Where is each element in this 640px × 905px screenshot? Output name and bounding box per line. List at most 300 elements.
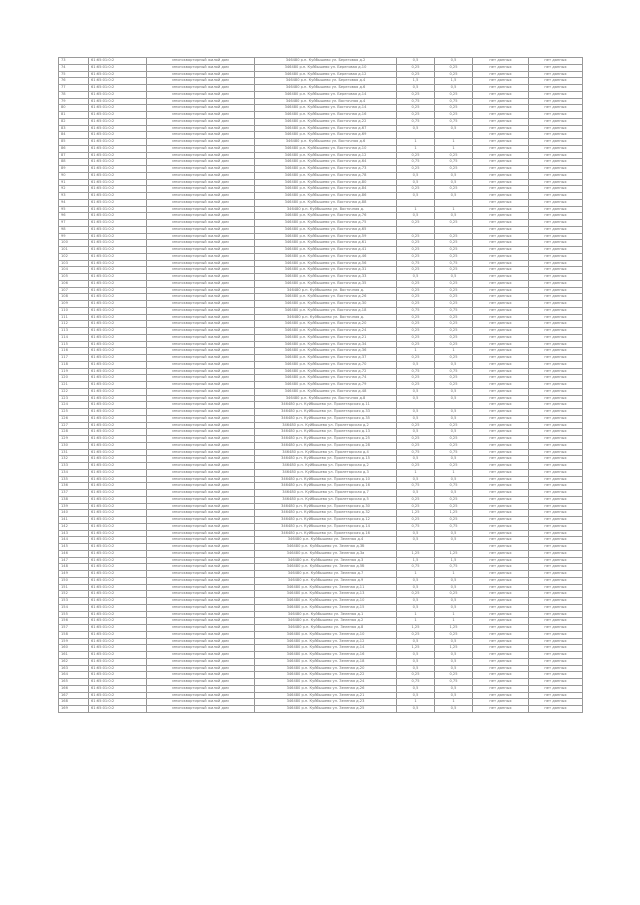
row-number-cell: 103 <box>59 260 89 267</box>
table-row <box>59 105 583 112</box>
address-street: Восточная д.78 <box>337 172 367 177</box>
address-cell <box>255 544 397 551</box>
address-cell <box>255 402 397 409</box>
value-2-cell <box>435 226 473 233</box>
value-2-cell: 0,25 <box>435 267 473 274</box>
value-2-cell: 0,75 <box>435 368 473 375</box>
cadastral-number-cell: 61:65:01:0:2 <box>89 658 147 665</box>
address-street: Пролетарская д.28 <box>333 442 370 447</box>
building-type-cell: многоквартирный жилой дом <box>147 476 255 483</box>
table-row <box>59 253 583 260</box>
table-row <box>59 699 583 706</box>
address-cell <box>255 463 397 470</box>
address-prefix: 346480 р.п. Куйбышево ул. <box>284 118 337 123</box>
status-b-cell: нет данных <box>529 206 583 213</box>
building-type-cell: многоквартирный жилой дом <box>147 348 255 355</box>
table-row <box>59 415 583 422</box>
address-prefix: 346480 р.п. Куйбышево ул. <box>281 409 333 413</box>
table-row <box>59 584 583 591</box>
cadastral-number-cell: 61:65:01:0:2 <box>89 307 147 314</box>
address-prefix: 346480 р.п. Куйбышево ул. <box>284 112 337 116</box>
value-2-cell: 0,5 <box>435 476 473 483</box>
row-number-cell: 128 <box>59 429 89 436</box>
status-b-cell: нет данных <box>529 550 583 557</box>
address-street: Восточная д.30 <box>337 301 367 305</box>
cadastral-number-cell: 61:65:01:0:2 <box>89 98 147 105</box>
status-b-cell: нет данных <box>529 382 583 389</box>
status-b-cell: нет данных <box>529 665 583 672</box>
row-number-cell: 150 <box>59 577 89 584</box>
address-street: Восточная д.73 <box>337 166 367 170</box>
address-street: Зеленая д.10 <box>339 631 365 636</box>
value-2-cell: 0,5 <box>435 415 473 422</box>
table-row <box>59 591 583 598</box>
address-street: Пролетарская д.11 <box>333 402 370 407</box>
address-cell <box>255 58 397 65</box>
value-1-cell: 0,5 <box>397 456 435 463</box>
address-prefix: 346480 р.п. Куйбышево ул. <box>284 233 337 238</box>
cadastral-number-cell: 61:65:01:0:2 <box>89 91 147 98</box>
address-street: Зеленая д.16 <box>339 652 365 656</box>
table-row <box>59 361 583 368</box>
cadastral-number-cell: 61:65:01:0:2 <box>89 685 147 692</box>
address-cell <box>255 517 397 524</box>
table-row <box>59 58 583 65</box>
building-type-cell: многоквартирный жилой дом <box>147 496 255 503</box>
address-cell <box>255 442 397 449</box>
address-cell <box>255 321 397 328</box>
address-cell <box>255 361 397 368</box>
address-street: Зеленая д.2 <box>340 618 364 623</box>
address-prefix: 346480 р.п. Куйбышево ул. <box>286 206 339 211</box>
status-a-cell: нет данных <box>473 490 529 497</box>
address-street: Береговая д.12 <box>337 71 367 76</box>
status-b-cell: нет данных <box>529 584 583 591</box>
value-1-cell: 1,5 <box>397 557 435 564</box>
cadastral-number-cell: 61:65:01:0:2 <box>89 409 147 416</box>
status-a-cell: нет данных <box>473 672 529 679</box>
table-row <box>59 112 583 119</box>
table-row <box>59 274 583 281</box>
address-cell <box>255 307 397 314</box>
status-a-cell: нет данных <box>473 436 529 443</box>
value-2-cell <box>435 132 473 139</box>
building-type-cell: многоквартирный жилой дом <box>147 341 255 348</box>
address-street: Восточная д.4 <box>338 98 366 103</box>
address-prefix: 346480 р.п. Куйбышево ул. <box>284 328 337 332</box>
status-b-cell: нет данных <box>529 652 583 659</box>
value-2-cell: 0,75 <box>435 483 473 490</box>
status-a-cell: нет данных <box>473 456 529 463</box>
value-1-cell: 0,5 <box>397 388 435 395</box>
value-1-cell: 0,25 <box>397 253 435 260</box>
value-1-cell: 1 <box>397 139 435 146</box>
row-number-cell: 136 <box>59 483 89 490</box>
value-2-cell: 1,25 <box>435 625 473 632</box>
address-street: Восточная д.56 <box>337 260 367 265</box>
address-cell <box>255 186 397 193</box>
row-number-cell: 140 <box>59 510 89 517</box>
status-a-cell: нет данных <box>473 152 529 159</box>
row-number-cell: 119 <box>59 368 89 375</box>
status-a-cell: нет данных <box>473 557 529 564</box>
address-cell <box>255 510 397 517</box>
address-prefix: 346480 р.п. Куйбышево ул. <box>281 523 333 528</box>
cadastral-number-cell: 61:65:01:0:2 <box>89 85 147 92</box>
address-street: Береговая д.4 <box>338 78 366 83</box>
value-1-cell: 0,5 <box>397 179 435 186</box>
row-number-cell: 148 <box>59 564 89 571</box>
cadastral-number-cell: 61:65:01:0:2 <box>89 274 147 281</box>
address-street: Зеленая д.11 <box>339 584 365 589</box>
cadastral-number-cell: 61:65:01:0:2 <box>89 591 147 598</box>
table-row <box>59 206 583 213</box>
status-b-cell: нет данных <box>529 287 583 294</box>
status-a-cell: нет данных <box>473 287 529 294</box>
status-a-cell: нет данных <box>473 294 529 301</box>
status-b-cell: нет данных <box>529 85 583 92</box>
address-prefix: 346480 р.п. Куйбышево ул. <box>285 58 338 62</box>
row-number-cell: 143 <box>59 530 89 537</box>
status-b-cell: нет данных <box>529 78 583 85</box>
status-b-cell: нет данных <box>529 557 583 564</box>
table-row <box>59 665 583 672</box>
address-street: Восточная д.86 <box>337 193 367 197</box>
table-row <box>59 280 583 287</box>
address-street: Зеленая д.18 <box>339 658 365 663</box>
value-1-cell: 1,25 <box>397 510 435 517</box>
address-prefix: 346480 р.п. Куйбышево ул. <box>286 706 339 710</box>
value-2-cell: 0,25 <box>435 463 473 470</box>
status-b-cell: нет данных <box>529 645 583 652</box>
building-type-cell: многоквартирный жилой дом <box>147 584 255 591</box>
address-street: Восточная д.88 <box>337 199 367 204</box>
building-type-cell: многоквартирный жилой дом <box>147 523 255 530</box>
row-number-cell: 101 <box>59 247 89 254</box>
cadastral-number-cell: 61:65:01:0:2 <box>89 166 147 173</box>
status-b-cell: нет данных <box>529 341 583 348</box>
value-1-cell: 0,25 <box>397 64 435 71</box>
address-cell <box>255 409 397 416</box>
status-b-cell: нет данных <box>529 260 583 267</box>
address-street: Восточная д. <box>339 206 365 211</box>
value-1-cell: 1 <box>397 145 435 152</box>
address-prefix: 346480 р.п. Куйбышево ул. <box>284 361 337 366</box>
building-type-cell: многоквартирный жилой дом <box>147 685 255 692</box>
building-type-cell: многоквартирный жилой дом <box>147 98 255 105</box>
value-1-cell: 0,25 <box>397 375 435 382</box>
row-number-cell: 164 <box>59 672 89 679</box>
status-b-cell: нет данных <box>529 213 583 220</box>
row-number-cell: 168 <box>59 699 89 706</box>
address-prefix: 346480 р.п. Куйбышево ул. <box>286 631 339 636</box>
address-street: Восточная д.48 <box>337 388 367 393</box>
cadastral-number-cell: 61:65:01:0:2 <box>89 550 147 557</box>
address-street: Восточная д.8 <box>338 395 366 400</box>
value-1-cell: 0,75 <box>397 679 435 686</box>
row-number-cell: 100 <box>59 240 89 247</box>
building-type-cell: многоквартирный жилой дом <box>147 139 255 146</box>
value-1-cell: 0,25 <box>397 321 435 328</box>
cadastral-number-cell: 61:65:01:0:2 <box>89 287 147 294</box>
table-row <box>59 179 583 186</box>
cadastral-number-cell: 61:65:01:0:2 <box>89 301 147 308</box>
value-1-cell: 0,25 <box>397 166 435 173</box>
cadastral-number-cell: 61:65:01:0:2 <box>89 368 147 375</box>
status-a-cell: нет данных <box>473 523 529 530</box>
row-number-cell: 131 <box>59 449 89 456</box>
building-type-cell: многоквартирный жилой дом <box>147 456 255 463</box>
table-row <box>59 368 583 375</box>
row-number-cell: 132 <box>59 456 89 463</box>
status-b-cell: нет данных <box>529 58 583 65</box>
value-2-cell: 0,25 <box>435 105 473 112</box>
value-2-cell: 0,75 <box>435 159 473 166</box>
status-a-cell: нет данных <box>473 706 529 713</box>
address-street: Пролетарская д.33 <box>333 409 370 413</box>
cadastral-number-cell: 61:65:01:0:2 <box>89 395 147 402</box>
row-number-cell: 147 <box>59 557 89 564</box>
status-b-cell: нет данных <box>529 658 583 665</box>
row-number-cell: 160 <box>59 645 89 652</box>
row-number-cell: 138 <box>59 496 89 503</box>
table-row <box>59 550 583 557</box>
table-row <box>59 348 583 355</box>
building-type-cell: многоквартирный жилой дом <box>147 415 255 422</box>
row-number-cell: 73 <box>59 58 89 65</box>
address-street: Восточная д.74 <box>337 375 367 380</box>
cadastral-number-cell: 61:65:01:0:2 <box>89 186 147 193</box>
status-a-cell: нет данных <box>473 341 529 348</box>
cadastral-number-cell: 61:65:01:0:2 <box>89 415 147 422</box>
value-2-cell: 0,5 <box>435 598 473 605</box>
row-number-cell: 133 <box>59 463 89 470</box>
value-1-cell: 1 <box>397 348 435 355</box>
value-2-cell: 1,5 <box>435 78 473 85</box>
address-prefix: 346480 р.п. Куйбышево ул. <box>284 71 337 76</box>
status-a-cell: нет данных <box>473 213 529 220</box>
row-number-cell: 117 <box>59 355 89 362</box>
cadastral-number-cell: 61:65:01:0:2 <box>89 361 147 368</box>
cadastral-number-cell: 61:65:01:0:2 <box>89 213 147 220</box>
status-a-cell: нет данных <box>473 679 529 686</box>
building-type-cell: многоквартирный жилой дом <box>147 220 255 227</box>
address-prefix: 346480 р.п. Куйбышево ул. <box>287 577 340 582</box>
address-prefix: 346480 р.п. Куйбышево ул. <box>281 503 333 508</box>
status-b-cell: нет данных <box>529 145 583 152</box>
building-type-cell: многоквартирный жилой дом <box>147 544 255 551</box>
cadastral-number-cell: 61:65:01:0:2 <box>89 665 147 672</box>
value-1-cell: 0,75 <box>397 118 435 125</box>
building-type-cell: многоквартирный жилой дом <box>147 294 255 301</box>
address-cell <box>255 429 397 436</box>
address-cell <box>255 706 397 713</box>
address-cell <box>255 415 397 422</box>
building-type-cell: многоквартирный жилой дом <box>147 361 255 368</box>
row-number-cell: 162 <box>59 658 89 665</box>
row-number-cell: 105 <box>59 274 89 281</box>
status-b-cell: нет данных <box>529 631 583 638</box>
address-prefix: 346480 р.п. Куйбышево ул. <box>284 91 337 96</box>
address-street: Восточная д.31 <box>337 267 367 272</box>
value-1-cell: 0,25 <box>397 233 435 240</box>
building-type-cell: многоквартирный жилой дом <box>147 368 255 375</box>
status-b-cell: нет данных <box>529 193 583 200</box>
value-2-cell: 0,5 <box>435 692 473 699</box>
value-2-cell: 0,75 <box>435 564 473 571</box>
cadastral-number-cell: 61:65:01:0:2 <box>89 503 147 510</box>
address-prefix: 346480 р.п. Куйбышево ул. <box>284 348 337 353</box>
address-cell <box>255 280 397 287</box>
value-1-cell: 0,5 <box>397 213 435 220</box>
address-prefix: 346480 р.п. Куйбышево ул. <box>284 260 337 265</box>
status-b-cell: нет данных <box>529 685 583 692</box>
address-cell <box>255 611 397 618</box>
cadastral-number-cell: 61:65:01:0:2 <box>89 584 147 591</box>
address-prefix: 346480 р.п. Куйбышево ул. <box>284 382 337 386</box>
table-row <box>59 186 583 193</box>
table-row <box>59 409 583 416</box>
value-1-cell: 0,5 <box>397 604 435 611</box>
row-number-cell: 110 <box>59 307 89 314</box>
address-cell <box>255 483 397 490</box>
value-2-cell: 0,5 <box>435 85 473 92</box>
row-number-cell: 109 <box>59 301 89 308</box>
value-1-cell: 0,5 <box>397 537 435 544</box>
address-prefix: 346480 р.п. Куйбышево ул. <box>282 469 334 474</box>
value-2-cell: 0,25 <box>435 247 473 254</box>
table-row <box>59 307 583 314</box>
table-row <box>59 449 583 456</box>
building-type-cell: многоквартирный жилой дом <box>147 469 255 476</box>
address-street: Восточная д.10 <box>337 145 367 150</box>
value-1-cell: 0,5 <box>397 584 435 591</box>
status-b-cell: нет данных <box>529 442 583 449</box>
table-row <box>59 638 583 645</box>
cadastral-number-cell: 61:65:01:0:2 <box>89 58 147 65</box>
address-street: Береговая д.2 <box>338 58 366 62</box>
status-b-cell: нет данных <box>529 267 583 274</box>
status-b-cell: нет данных <box>529 591 583 598</box>
address-cell <box>255 334 397 341</box>
status-a-cell: нет данных <box>473 685 529 692</box>
cadastral-number-cell: 61:65:01:0:2 <box>89 496 147 503</box>
status-a-cell: нет данных <box>473 402 529 409</box>
status-a-cell: нет данных <box>473 442 529 449</box>
address-cell <box>255 469 397 476</box>
address-street: Пролетарская д.2 <box>334 463 369 467</box>
status-b-cell: нет данных <box>529 139 583 146</box>
table-row <box>59 247 583 254</box>
address-street: Пролетарская д.2 <box>334 422 369 427</box>
building-type-cell: многоквартирный жилой дом <box>147 132 255 139</box>
value-2-cell: 1 <box>435 611 473 618</box>
cadastral-number-cell: 61:65:01:0:2 <box>89 564 147 571</box>
building-type-cell: многоквартирный жилой дом <box>147 564 255 571</box>
table-row <box>59 483 583 490</box>
value-1-cell: 0,5 <box>397 577 435 584</box>
value-2-cell: 0,25 <box>435 287 473 294</box>
address-prefix: 346480 р.п. Куйбышево ул. <box>286 685 339 690</box>
building-type-cell: многоквартирный жилой дом <box>147 125 255 132</box>
address-street: Восточная д.72 <box>337 368 367 373</box>
address-prefix: 346480 р.п. Куйбышево ул. <box>281 402 333 407</box>
status-a-cell: нет данных <box>473 240 529 247</box>
address-cell <box>255 85 397 92</box>
value-1-cell: 0,25 <box>397 334 435 341</box>
building-type-cell: многоквартирный жилой дом <box>147 604 255 611</box>
address-cell <box>255 105 397 112</box>
address-cell <box>255 658 397 665</box>
status-a-cell: нет данных <box>473 375 529 382</box>
cadastral-number-cell: 61:65:01:0:2 <box>89 118 147 125</box>
table-row <box>59 341 583 348</box>
value-1-cell: 0,25 <box>397 287 435 294</box>
cadastral-number-cell: 61:65:01:0:2 <box>89 64 147 71</box>
building-type-cell: многоквартирный жилой дом <box>147 557 255 564</box>
status-b-cell: нет данных <box>529 422 583 429</box>
cadastral-number-cell: 61:65:01:0:2 <box>89 226 147 233</box>
status-a-cell: нет данных <box>473 577 529 584</box>
value-1-cell: 0,25 <box>397 503 435 510</box>
value-2-cell: 0,25 <box>435 220 473 227</box>
table-row <box>59 625 583 632</box>
status-a-cell: нет данных <box>473 334 529 341</box>
cadastral-number-cell: 61:65:01:0:2 <box>89 571 147 578</box>
status-b-cell: нет данных <box>529 179 583 186</box>
value-1-cell: 0,5 <box>397 652 435 659</box>
table-row <box>59 476 583 483</box>
address-cell <box>255 679 397 686</box>
address-cell <box>255 476 397 483</box>
address-cell <box>255 125 397 132</box>
table-row <box>59 496 583 503</box>
building-type-cell: многоквартирный жилой дом <box>147 152 255 159</box>
value-1-cell: 0,25 <box>397 240 435 247</box>
address-prefix: 346480 р.п. Куйбышево ул. <box>286 314 339 319</box>
value-1-cell: 0,75 <box>397 260 435 267</box>
status-b-cell: нет данных <box>529 503 583 510</box>
value-1-cell: 0,5 <box>397 395 435 402</box>
address-cell <box>255 132 397 139</box>
status-b-cell: нет данных <box>529 112 583 119</box>
table-row <box>59 537 583 544</box>
status-b-cell: нет данных <box>529 280 583 287</box>
building-type-cell: многоквартирный жилой дом <box>147 395 255 402</box>
cadastral-number-cell: 61:65:01:0:2 <box>89 71 147 78</box>
table-row <box>59 287 583 294</box>
value-2-cell: 0,5 <box>435 125 473 132</box>
value-2-cell: 0,25 <box>435 71 473 78</box>
cadastral-number-cell: 61:65:01:0:2 <box>89 604 147 611</box>
table-row <box>59 375 583 382</box>
cadastral-number-cell: 61:65:01:0:2 <box>89 402 147 409</box>
status-b-cell: нет данных <box>529 618 583 625</box>
value-2-cell: 0,25 <box>435 233 473 240</box>
row-number-cell: 114 <box>59 334 89 341</box>
value-1-cell: 0,25 <box>397 267 435 274</box>
status-a-cell: нет данных <box>473 145 529 152</box>
address-prefix: 346480 р.п. Куйбышево ул. <box>285 395 338 400</box>
address-cell <box>255 577 397 584</box>
row-number-cell: 92 <box>59 186 89 193</box>
status-a-cell: нет данных <box>473 510 529 517</box>
row-number-cell: 76 <box>59 78 89 85</box>
status-a-cell: нет данных <box>473 118 529 125</box>
status-a-cell: нет данных <box>473 301 529 308</box>
address-prefix: 346480 р.п. Куйбышево ул. <box>286 550 339 555</box>
row-number-cell: 126 <box>59 415 89 422</box>
